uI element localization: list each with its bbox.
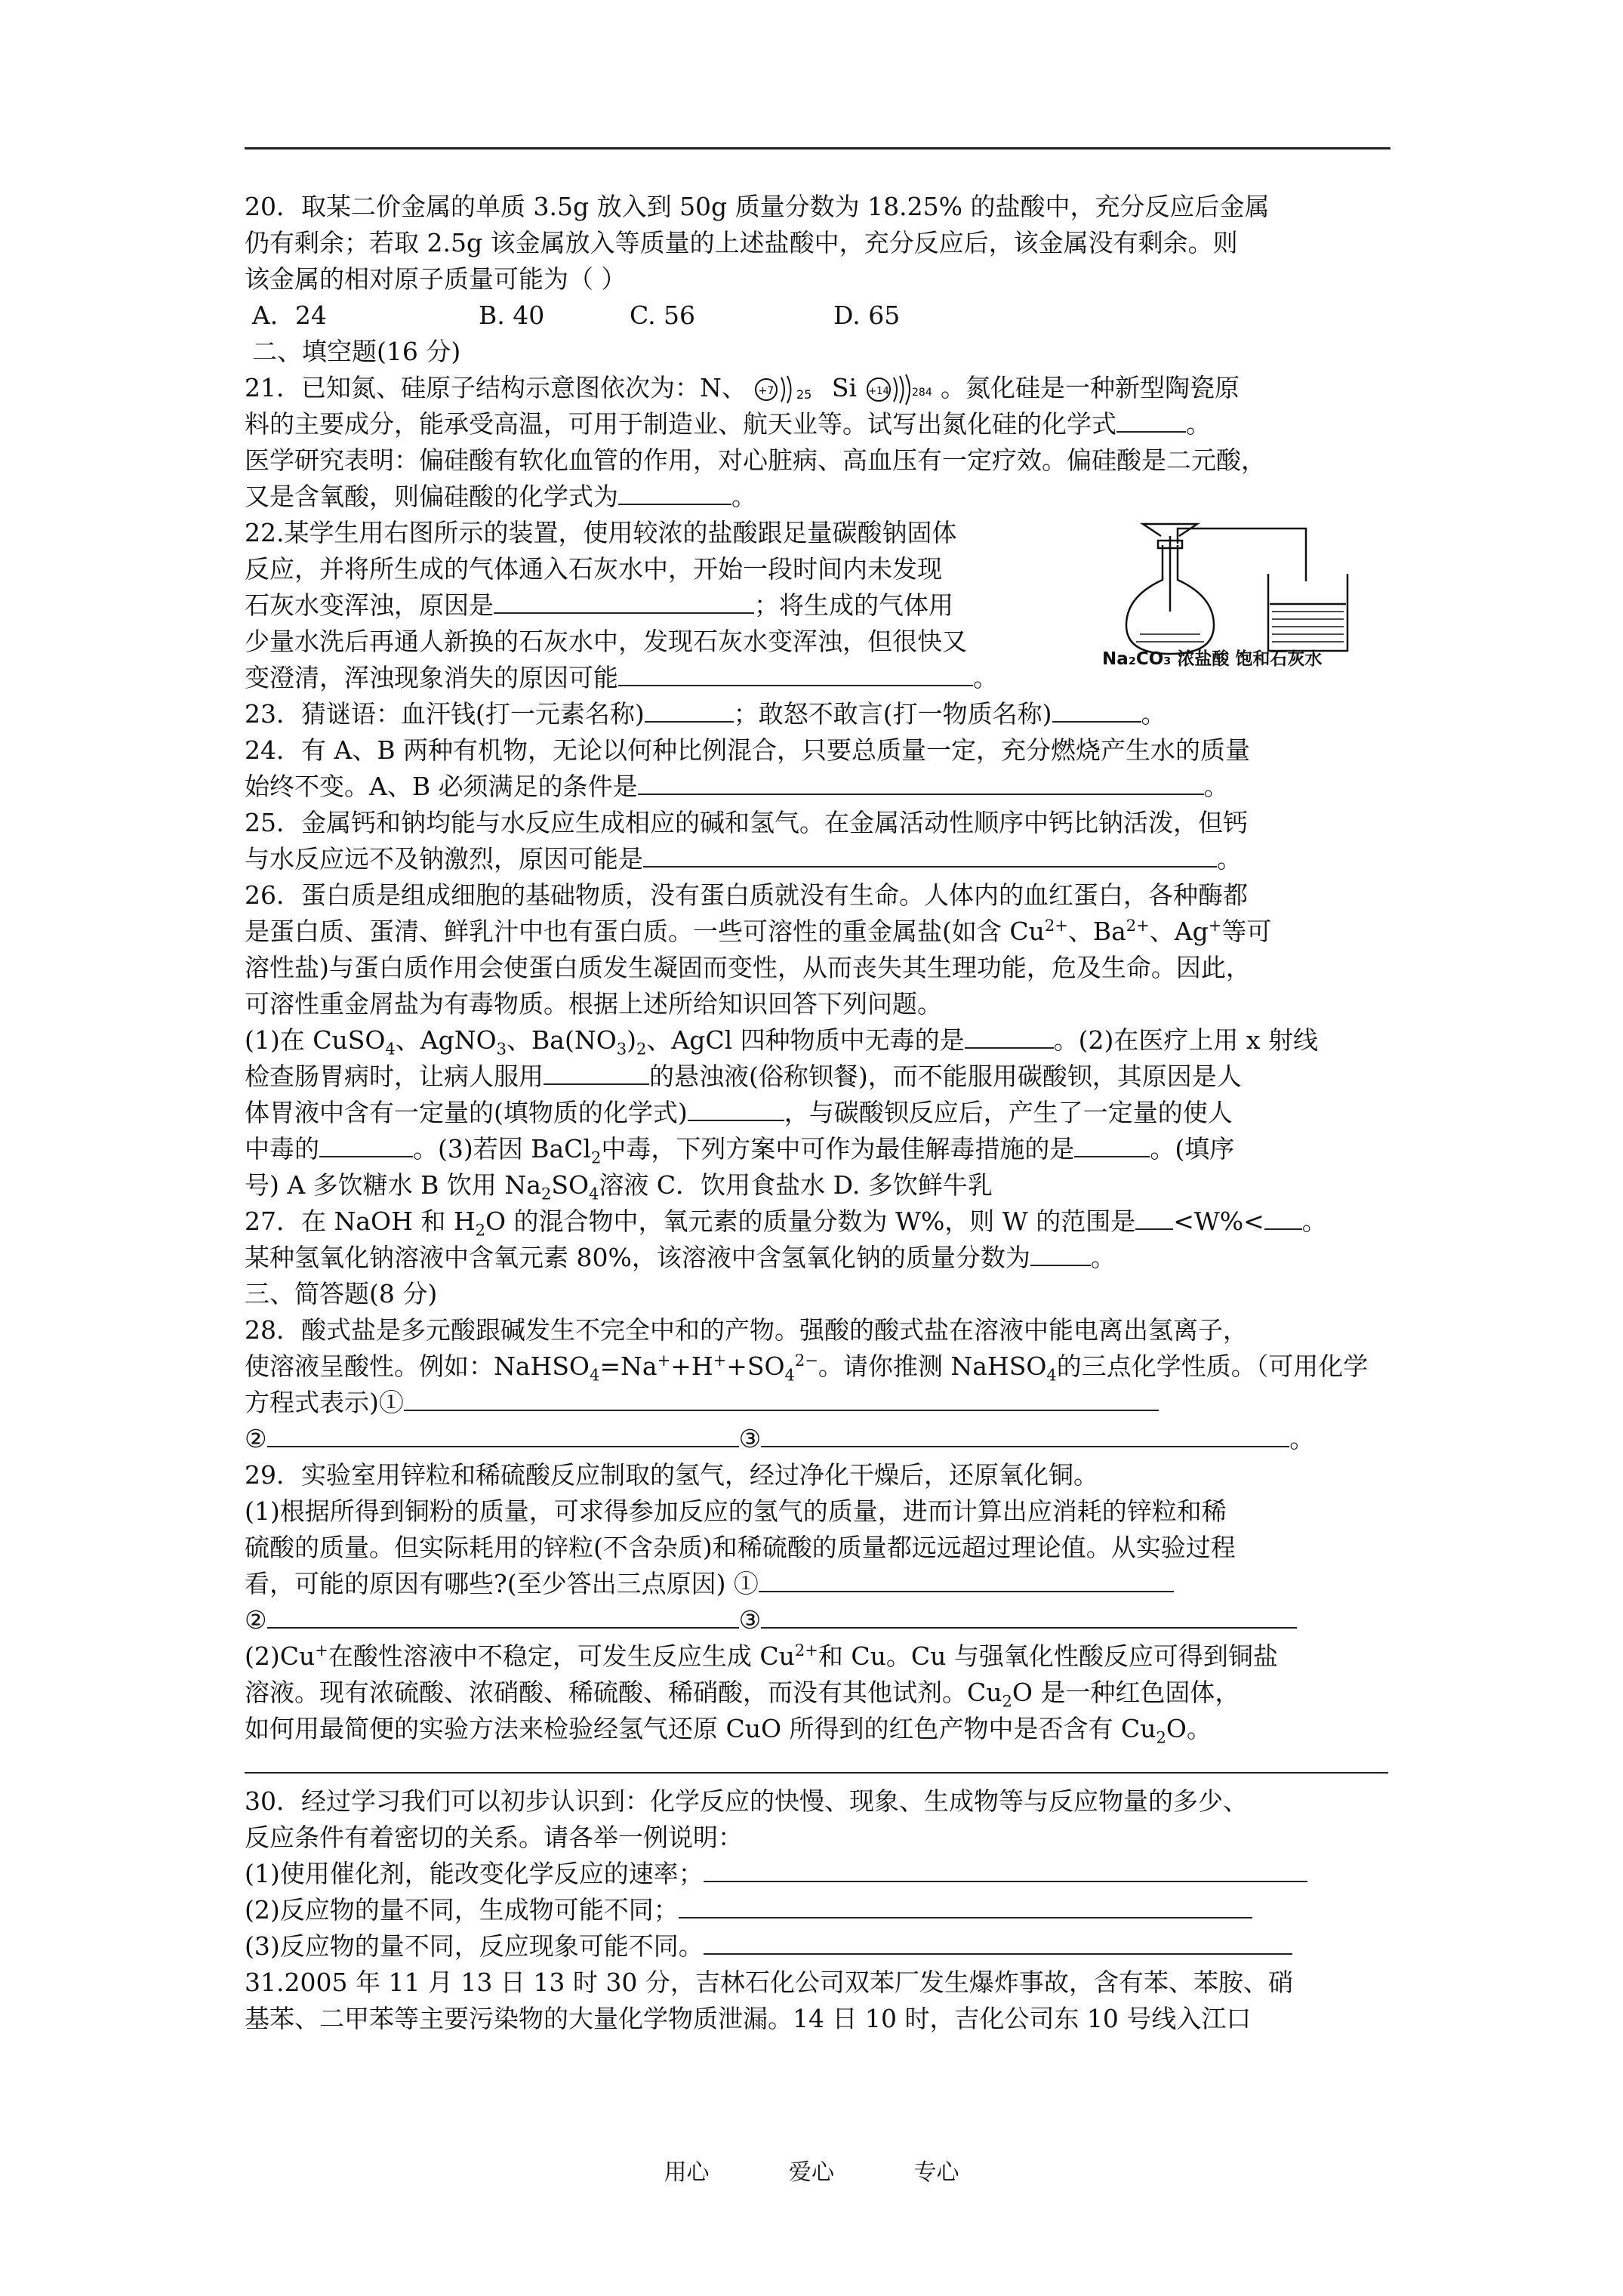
q20-option-b: B. 40 <box>479 300 545 330</box>
q28-text: +H <box>670 1351 713 1381</box>
subscript: 2 <box>1156 1728 1166 1747</box>
q28-text: +SO <box>726 1351 785 1381</box>
answer-blank[interactable] <box>1030 1242 1091 1266</box>
q26-line <box>245 1022 1407 1059</box>
answer-blank[interactable] <box>638 771 1204 795</box>
q26-text: ) <box>627 1025 637 1055</box>
q26-text: ，与碳酸钡反应后，产生了一定量的使人 <box>784 1098 1233 1127</box>
q30-line: 30．经过学习我们可以初步认识到：化学反应的快慢、现象、生成物等与反应物量的多少、 <box>245 1786 1248 1816</box>
q24-text: 。 <box>1203 772 1229 801</box>
exam-content <box>245 189 1407 2037</box>
superscript: + <box>1208 917 1222 935</box>
q25-line <box>245 841 1407 877</box>
q24-line <box>245 769 1407 805</box>
q26-text: 等可 <box>1221 917 1272 946</box>
silicon-atom-diagram <box>865 371 933 408</box>
q21-text: 。氮化硅是一种新型陶瓷原 <box>941 373 1240 402</box>
q29-text: 看，可能的原因有哪些?(至少答出三点原因) ① <box>245 1569 759 1598</box>
q26-text: 号) A 多饮糖水 B 饮用 Na <box>245 1170 541 1200</box>
q30-text: (2)反应物的量不同，生成物可能不同； <box>245 1895 679 1925</box>
q29-text: 和 Cu。Cu 与强氧化性酸反应可得到铜盐 <box>818 1641 1278 1671</box>
q28-text: 使溶液呈酸性。例如：NaHSO <box>245 1351 590 1381</box>
q26-line <box>245 1167 1407 1203</box>
answer-blank[interactable] <box>704 1931 1292 1955</box>
q29-text: (2)Cu <box>245 1641 316 1671</box>
q29-line <box>245 1566 1407 1602</box>
q20-line: 仍有剩余；若取 2.5g 该金属放入等质量的上述盐酸中，充分反应后，该金属没有剩余。则 <box>245 228 1238 257</box>
q26-line <box>245 1131 1407 1167</box>
q26-line <box>245 914 1407 950</box>
section-2-heading: 二、填空题(16 分) <box>252 337 461 366</box>
subscript: 4 <box>385 1040 396 1059</box>
q29-text: 在酸性溶液中不稳定，可发生反应生成 Cu <box>328 1641 795 1671</box>
subscript: 2 <box>540 1185 552 1203</box>
answer-blank[interactable] <box>267 1423 739 1447</box>
q29-text: O。 <box>1166 1714 1212 1743</box>
subscript: 3 <box>496 1040 507 1059</box>
q26-text: 的悬浊液(俗称钡餐)，而不能服用碳酸钡，其原因是人 <box>649 1062 1242 1091</box>
header-rule <box>245 147 1390 149</box>
q22-text: 石灰水变浑浊，原因是 <box>245 590 494 620</box>
superscript: + <box>657 1351 671 1370</box>
superscript: 2+ <box>1126 917 1150 935</box>
answer-blank[interactable] <box>679 1894 1252 1918</box>
q26-text: 、Ba <box>1067 917 1126 946</box>
apparatus-label: Na₂CO₃ 浓盐酸 饱和石灰水 <box>1102 649 1323 669</box>
q26-line: 26．蛋白质是组成细胞的基础物质，没有蛋白质就没有生命。人体内的血红蛋白，各种酶都 <box>245 880 1248 910</box>
q30-text: (3)反应物的量不同，反应现象可能不同。 <box>245 1931 704 1961</box>
q23-text: 23．猜谜语：血汗钱(打一元素名称) <box>245 699 645 729</box>
q30-line <box>245 1856 1407 1892</box>
answer-blank[interactable] <box>494 590 754 614</box>
q22-text: 。 <box>973 663 998 692</box>
q20-options <box>245 297 1407 334</box>
nitrogen-shells: 25 <box>796 387 812 402</box>
q26-text: 检查肠胃病时，让病人服用 <box>245 1062 544 1091</box>
q29-line <box>245 1711 1407 1747</box>
q20-option-d: D. 65 <box>833 300 901 330</box>
answer-blank[interactable] <box>761 1423 1289 1447</box>
q27-text: 。 <box>1090 1243 1116 1272</box>
q26-text: 是蛋白质、蛋清、鲜乳汁中也有蛋白质。一些可溶性的重金属盐(如含 Cu <box>245 917 1045 946</box>
q26-line <box>245 1059 1407 1095</box>
q29-line: (1)根据所得到铜粉的质量，可求得参加反应的氢气的质量，进而计算出应消耗的锌粒和稀 <box>245 1496 1227 1526</box>
q22-line: 少量水洗后再通人新换的石灰水中，发现石灰水变浑浊，但很快又 <box>245 627 967 656</box>
q30-line <box>245 1892 1407 1928</box>
answer-blank[interactable] <box>618 662 973 686</box>
subscript: 4 <box>590 1366 600 1385</box>
q22-text: 变澄清，浑浊现象消失的原因可能 <box>245 663 618 692</box>
q21-text: 21．已知氮、硅原子结构示意图依次为：N、 <box>245 373 747 402</box>
superscript: 2− <box>794 1351 818 1370</box>
q29-text: ③ <box>738 1605 762 1635</box>
q22-line: 反应，并将所生成的气体通入石灰水中，开始一段时间内未发现 <box>245 554 942 584</box>
q21-line <box>245 479 1407 515</box>
q20-line: 20．取某二价金属的单质 3.5g 放入到 50g 质量分数为 18.25% 的盐酸中，充分反应后金属 <box>245 192 1270 221</box>
section-3-heading: 三、简答题(8 分) <box>245 1279 438 1308</box>
q31-line: 基苯、二甲苯等主要污染物的大量化学物质泄漏。14 日 10 时，吉化公司东 10 号线入江口 <box>245 2004 1252 2033</box>
q22-text: ；将生成的气体用 <box>754 590 953 620</box>
q27-text: O 的混合物中，氧元素的质量分数为 W%，则 W 的范围是 <box>485 1207 1136 1236</box>
q26-text: 溶液 C．饮用食盐水 D. 多饮鲜牛乳 <box>599 1170 993 1200</box>
q23-text: 。 <box>1141 699 1166 729</box>
q26-line: 溶性盐)与蛋白质作用会使蛋白质发生凝固而变性，从而丧失其生理功能，危及生命。因此， <box>245 953 1251 982</box>
subscript: 2 <box>1002 1692 1012 1711</box>
subscript: 2 <box>590 1148 602 1167</box>
q26-text: 、Ag <box>1149 917 1209 946</box>
q28-line <box>245 1421 1407 1457</box>
q20-option-c: C. 56 <box>630 300 696 330</box>
q30-line <box>245 1928 1407 1965</box>
q28-text: 的三点化学性质。（可用化学 <box>1056 1351 1369 1381</box>
answer-blank[interactable] <box>319 1133 413 1157</box>
q26-text: 、AgCl 四种物质中无毒的是 <box>646 1025 965 1055</box>
q26-text: 中毒，下列方案中可作为最佳解毒措施的是 <box>601 1134 1075 1163</box>
superscript: + <box>315 1641 328 1660</box>
q29-text: O 是一种红色固体， <box>1012 1678 1240 1707</box>
silicon-label: Si <box>831 373 858 402</box>
q29-line <box>245 1638 1407 1675</box>
q27-line <box>245 1203 1407 1240</box>
answer-blank[interactable] <box>267 1604 739 1629</box>
q21-text: 。 <box>731 482 756 511</box>
answer-blank[interactable] <box>544 1061 649 1085</box>
subscript: 4 <box>589 1185 599 1203</box>
q21-text: 。 <box>1186 409 1211 439</box>
q29-text: ② <box>245 1605 267 1635</box>
subscript: 2 <box>636 1040 647 1059</box>
q26-text: 、Ba(NO <box>507 1025 617 1055</box>
q26-text: SO <box>551 1170 590 1200</box>
q25-text: 与水反应远不及钠激烈，原因可能是 <box>245 844 643 874</box>
q31-line: 31.2005 年 11 月 13 日 13 时 30 分，吉林石化公司双苯厂发生爆炸事故，含有苯、苯胺、硝 <box>245 1968 1293 1997</box>
q25-text: 。 <box>1217 844 1242 874</box>
q27-line <box>245 1240 1407 1276</box>
answer-blank[interactable] <box>1264 1206 1302 1230</box>
q28-text: ② <box>245 1424 267 1453</box>
q29-text: 如何用最简便的实验方法来检验经氢气还原 CuO 所得到的红色产物中是否含有 Cu <box>245 1714 1156 1743</box>
q28-text: 。 <box>1289 1424 1315 1453</box>
answer-blank[interactable] <box>1135 1206 1173 1230</box>
answer-blank[interactable] <box>1052 698 1141 723</box>
answer-blank[interactable] <box>645 698 734 723</box>
q26-text: 。(填序 <box>1150 1134 1235 1163</box>
answer-blank[interactable] <box>1116 408 1186 433</box>
answer-blank[interactable] <box>643 843 1217 868</box>
answer-blank[interactable] <box>761 1604 1297 1629</box>
q27-text: 27．在 NaOH 和 H <box>245 1207 476 1236</box>
q26-text: 中毒的 <box>245 1134 319 1163</box>
q21-line: 医学研究表明：偏硅酸有软化血管的作用，对心脏病、高血压有一定疗效。偏硅酸是二元酸， <box>245 445 1266 475</box>
footer-word: 用心 <box>664 2159 710 2186</box>
footer-word: 专心 <box>913 2159 959 2186</box>
answer-blank[interactable] <box>704 1858 1307 1882</box>
q20-line: 该金属的相对原子质量可能为（ ） <box>245 264 627 294</box>
q26-text: 。(3)若因 BaCl <box>413 1134 591 1163</box>
q30-text: (1)使用催化剂，能改变化学反应的速率； <box>245 1859 704 1888</box>
q29-line <box>245 1675 1407 1711</box>
q23-text: ；敢怒不敢言(打一物质名称) <box>733 699 1052 729</box>
q22-line: 22.某学生用右图所示的装置，使用较浓的盐酸跟足量碳酸钠固体 <box>245 518 957 547</box>
q28-text: ③ <box>738 1424 762 1453</box>
superscript: + <box>713 1351 727 1370</box>
q21-text: 料的主要成分，能承受高温，可用于制造业、航天业等。试写出氮化硅的化学式 <box>245 409 1116 439</box>
q27-text: 某种氢氧化钠溶液中含氧元素 80%，该溶液中含氢氧化钠的质量分数为 <box>245 1243 1030 1272</box>
q27-text: 。 <box>1301 1207 1327 1236</box>
superscript: 2+ <box>1044 917 1068 935</box>
q28-line <box>245 1385 1407 1421</box>
q28-text: 。请你推测 NaHSO <box>818 1351 1047 1381</box>
silicon-nucleus: +14 <box>867 386 889 397</box>
q21-line <box>245 406 1407 442</box>
q29-line <box>245 1602 1407 1638</box>
subscript: 4 <box>1046 1366 1057 1385</box>
answer-blank[interactable] <box>404 1387 1159 1411</box>
nitrogen-atom-diagram <box>754 371 812 408</box>
q29-line: 29．实验室用锌粒和稀硫酸反应制取的氢气，经过净化干燥后，还原氧化铜。 <box>245 1460 1098 1490</box>
answer-blank[interactable] <box>759 1568 1174 1592</box>
apparatus-figure <box>1102 521 1381 672</box>
q24-line: 24．有 A、B 两种有机物，无论以何种比例混合，只要总质量一定，充分燃烧产生水的质量 <box>245 735 1251 765</box>
superscript: 2+ <box>794 1641 818 1660</box>
q24-text: 始终不变。A、B 必须满足的条件是 <box>245 772 638 801</box>
subscript: 3 <box>616 1040 627 1059</box>
q28-text: 方程式表示)① <box>245 1388 404 1417</box>
q23-line <box>245 696 1407 732</box>
footer-word: 爱心 <box>789 2159 834 2186</box>
page-footer <box>0 2153 1623 2187</box>
q28-text: =Na <box>599 1351 658 1381</box>
q25-line: 25．金属钙和钠均能与水反应生成相应的碱和氢气。在金属活动性顺序中钙比钠活泼，但钙 <box>245 808 1248 837</box>
answer-blank[interactable] <box>618 481 731 505</box>
q30-line: 反应条件有着密切的关系。请各举一例说明： <box>245 1823 743 1852</box>
q29-line: 硫酸的质量。但实际耗用的锌粒(不含杂质)和稀硫酸的质量都远远超过理论值。从实验过程 <box>245 1533 1236 1562</box>
q26-line: 可溶性重金屑盐为有毒物质。根据上述所给知识回答下列问题。 <box>245 989 942 1019</box>
q26-text: 体胃液中含有一定量的(填物质的化学式) <box>245 1098 688 1127</box>
silicon-shells: 284 <box>911 387 932 399</box>
q29-text: 溶液。现有浓硫酸、浓硝酸、稀硫酸、稀硝酸，而没有其他试剂。Cu <box>245 1678 1002 1707</box>
q28-line: 28．酸式盐是多元酸跟碱发生不完全中和的产物。强酸的酸式盐在溶液中能电离出氢离子， <box>245 1315 1248 1345</box>
q26-text: (1)在 CuSO <box>245 1025 386 1055</box>
q21-text: 又是含氧酸，则偏硅酸的化学式为 <box>245 482 618 511</box>
q28-line <box>245 1348 1407 1385</box>
answer-blank[interactable] <box>245 1749 1388 1774</box>
q29-answer-line <box>245 1747 1407 1783</box>
q26-line <box>245 1095 1407 1131</box>
answer-blank[interactable] <box>688 1097 784 1121</box>
subscript: 2 <box>475 1221 485 1240</box>
q26-text: 。(2)在医疗上用 x 射线 <box>1053 1025 1318 1055</box>
answer-blank[interactable] <box>965 1025 1054 1049</box>
answer-blank[interactable] <box>1074 1133 1150 1157</box>
q20-option-a: A．24 <box>252 300 327 330</box>
q26-text: 、AgNO <box>395 1025 497 1055</box>
q27-text: <W%< <box>1173 1207 1264 1236</box>
nitrogen-nucleus: +7 <box>759 385 775 397</box>
subscript: 4 <box>784 1366 795 1385</box>
q21-line <box>245 370 1407 406</box>
